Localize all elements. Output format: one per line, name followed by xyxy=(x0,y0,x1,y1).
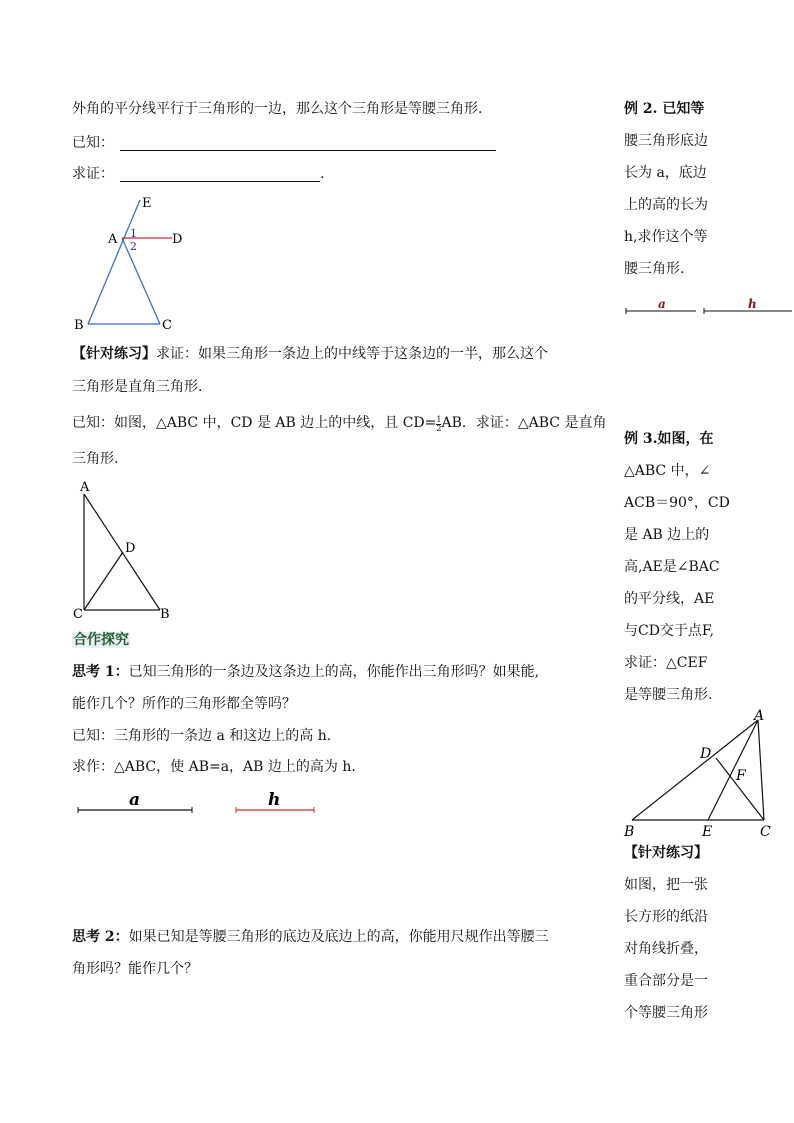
ex2-line5: h,求作这个等 xyxy=(624,229,708,245)
intro-text: 外角的平分线平行于三角形的一边，那么这个三角形是等腰三角形. xyxy=(72,101,483,117)
think1-line2: 能作几个？所作的三角形都全等吗？ xyxy=(72,696,296,712)
think1-tag: 思考 1： xyxy=(72,664,129,680)
ex2-segment-h-label: h xyxy=(748,297,757,311)
line-AE xyxy=(708,720,758,820)
ex3-line4: 是 AB 边上的 xyxy=(624,527,710,543)
think2-line2: 角形吗？能作几个？ xyxy=(72,961,198,977)
label-D: D xyxy=(172,232,183,247)
angle-1: 1 xyxy=(130,227,137,240)
practice1-tag: 【针对练习】 xyxy=(72,346,156,362)
think2-line1 xyxy=(72,930,549,944)
practice2-line2: 长方形的纸沿 xyxy=(624,909,708,925)
practice1-given xyxy=(72,416,606,433)
given-segments xyxy=(70,788,330,818)
segment-h-label: h xyxy=(268,790,281,810)
label-D: D xyxy=(700,746,712,762)
ex3-line9: 是等腰三角形. xyxy=(624,687,713,703)
label-A: A xyxy=(754,708,765,724)
ex2-segment-a-label: a xyxy=(658,297,666,311)
label-A: A xyxy=(108,232,118,247)
think2-text: 如果已知是等腰三角形的底边及底边上的高，你能用尺规作出等腰三 xyxy=(128,929,549,945)
label-B: B xyxy=(74,318,84,333)
practice1-text1: 求证：如果三角形一条边上的中线等于这条边的一半，那么这个 xyxy=(156,346,548,362)
practice1-line2: 三角形是直角三角形. xyxy=(72,379,203,395)
ex3-line8: 求证：△CEF xyxy=(624,655,708,671)
label-A: A xyxy=(80,480,90,495)
ex3-line2: △ABC 中，∠ xyxy=(624,463,711,479)
label-C: C xyxy=(162,318,172,333)
ex3-line3: ACB＝90°，CD xyxy=(624,495,730,511)
ex3-line7: 与CD交于点F, xyxy=(624,623,714,639)
figure-ex3-triangle xyxy=(618,704,794,844)
angle-2: 2 xyxy=(130,240,137,253)
practice1-given-pre: 已知：如图，△ABC 中，CD 是 AB 边上的中线，且 CD= xyxy=(72,415,437,431)
ex2-line6: 腰三角形. xyxy=(624,261,685,277)
label-E: E xyxy=(142,196,152,211)
ex2-line1: 例 2. 已知等 xyxy=(624,101,705,117)
label-C: C xyxy=(760,824,771,840)
practice2-line1: 如图，把一张 xyxy=(624,877,708,893)
label-E: E xyxy=(702,824,713,840)
frac-den: 2 xyxy=(436,424,442,433)
figure-right-triangle-median xyxy=(60,476,190,626)
prove-label: 求证： xyxy=(72,166,114,182)
think1-text: 已知三角形的一条边及这条边上的高，你能作出三角形吗？如果能, xyxy=(128,664,540,680)
ex2-segments xyxy=(622,294,794,320)
practice1-given-line2: 三角形. xyxy=(72,451,119,467)
ex3-line1: 例 3.如图，在 xyxy=(624,431,714,447)
ex3-line5: 高,AE是∠BAC xyxy=(624,559,720,575)
practice2-tag: 【针对练习】 xyxy=(624,845,708,861)
label-C: C xyxy=(73,607,83,622)
prove-blank[interactable] xyxy=(120,181,320,182)
known-a-h: 已知：三角形的一条边 a 和这边上的高 h. xyxy=(72,728,332,744)
known-label: 已知： xyxy=(72,135,114,151)
coop-title: 合作探究 xyxy=(73,632,129,648)
ex2-line2: 腰三角形底边 xyxy=(624,133,708,149)
line-AC xyxy=(122,238,160,324)
segment-a-label: a xyxy=(129,790,141,810)
think1-line1 xyxy=(72,665,539,679)
known-blank[interactable] xyxy=(120,150,496,151)
ex3-line6: 的平分线，AE xyxy=(624,591,715,607)
line-CD xyxy=(84,552,123,610)
line-AC xyxy=(758,720,764,820)
label-B: B xyxy=(160,607,170,622)
label-B: B xyxy=(624,824,635,840)
practice1-line1 xyxy=(72,347,548,361)
ex2-line4: 上的高的长为 xyxy=(624,197,708,213)
frac-num: 1 xyxy=(436,415,442,424)
figure-isosceles-exterior-bisector xyxy=(60,190,200,340)
label-D: D xyxy=(125,541,136,556)
practice2-line3: 对角线折叠， xyxy=(624,941,708,957)
practice2-line4: 重合部分是一 xyxy=(624,973,708,989)
think2-tag: 思考 2： xyxy=(72,929,129,945)
prove-end: . xyxy=(320,166,325,182)
ex2-line3: 长为 a，底边 xyxy=(624,165,707,181)
practice2-line5: 个等腰三角形 xyxy=(624,1005,708,1021)
practice1-given-post: AB．求证：△ABC 是直角 xyxy=(441,415,607,431)
label-F: F xyxy=(736,768,746,784)
construct-task: 求作：△ABC，使 AB=a，AB 边上的高为 h. xyxy=(72,759,356,775)
